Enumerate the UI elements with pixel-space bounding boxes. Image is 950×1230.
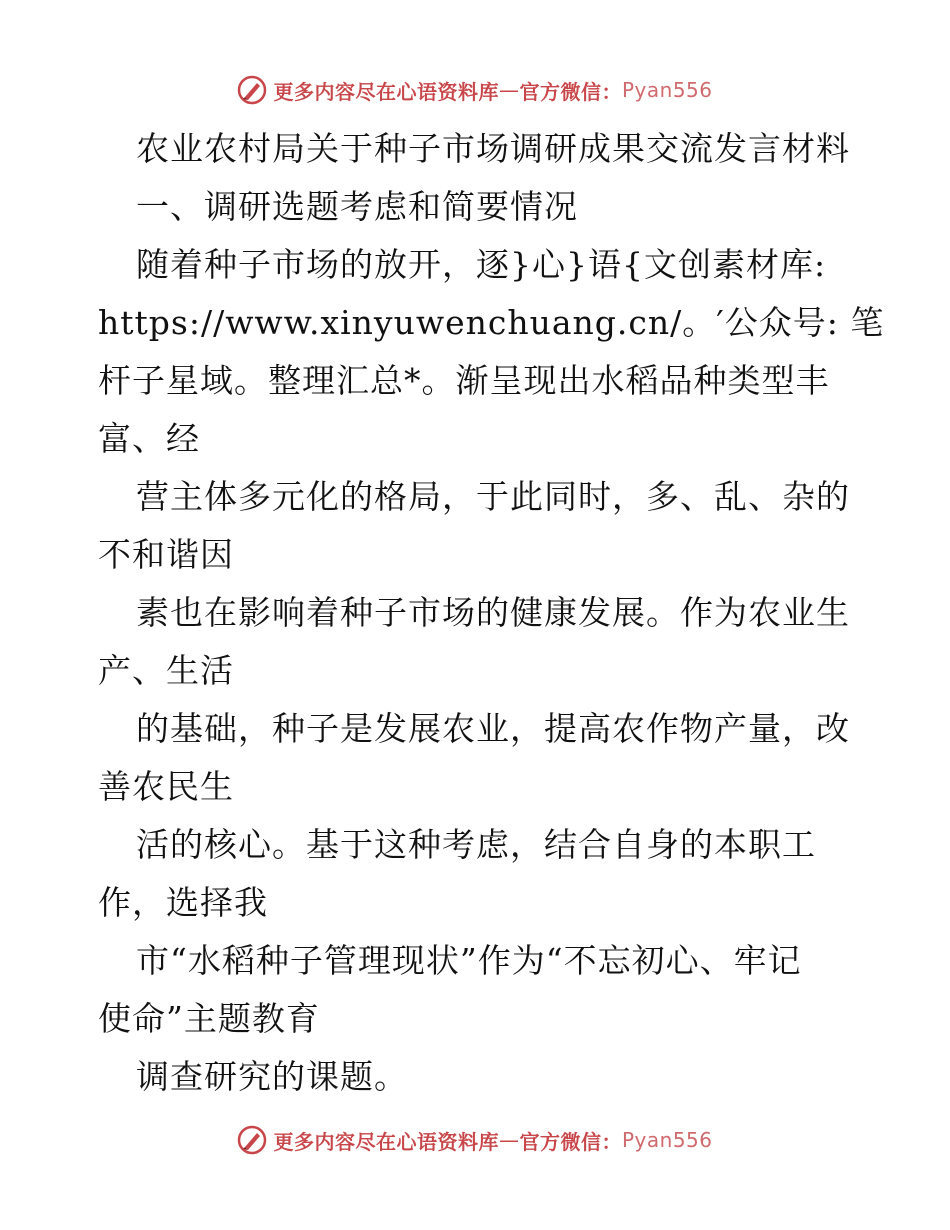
paragraph-line: 营主体多元化的格局，于此同时，多、乱、杂的	[136, 477, 850, 516]
watermark-library-text: 更多内容尽在心语资料库	[273, 1129, 499, 1154]
paragraph-line: 作，选择我	[98, 883, 268, 922]
watermark-library-text: 更多内容尽在心语资料库	[273, 79, 499, 104]
paragraph-line: https://www.xinyuwenchuang.cn/。′公众号: 笔	[98, 303, 885, 342]
paragraph-line: 不和谐因	[98, 535, 234, 574]
watermark-dash: —	[498, 78, 520, 102]
paragraph-line: 活的核心。基于这种考虑，结合自身的本职工	[136, 825, 816, 864]
document-title: 农业农村局关于种子市场调研成果交流发言材料	[136, 129, 850, 168]
paragraph-line: 富、经	[98, 419, 200, 458]
paragraph-line: 产、生活	[98, 651, 234, 690]
watermark-wechat-id: Pyan556	[621, 1128, 713, 1152]
paragraph-line: 的基础，种子是发展农业，提高农作物产量，改	[136, 709, 850, 748]
pen-logo-icon	[237, 75, 267, 105]
watermark-wechat-label: 官方微信：	[519, 1129, 622, 1154]
paragraph-line: 使命”主题教育	[98, 999, 320, 1038]
watermark-wechat-id: Pyan556	[621, 78, 713, 102]
watermark-dash: —	[498, 1128, 520, 1152]
paragraph-line: 调查研究的课题。	[136, 1057, 408, 1096]
watermark-wechat-label: 官方微信：	[519, 79, 622, 104]
paragraph-line: 随着种子市场的放开，逐}心}语{文创素材库:	[136, 245, 827, 284]
section-heading: 一、调研选题考虑和简要情况	[136, 187, 578, 226]
footer-watermark	[0, 1123, 950, 1157]
document-body	[98, 120, 885, 1106]
paragraph-line: 杆子星域。整理汇总*。渐呈现出水稻品种类型丰	[98, 361, 830, 400]
pen-logo-icon	[237, 1125, 267, 1155]
paragraph-line: 市“水稻种子管理现状”作为“不忘初心、牢记	[136, 941, 802, 980]
paragraph-line: 素也在影响着种子市场的健康发展。作为农业生	[136, 593, 850, 632]
paragraph-line: 善农民生	[98, 767, 234, 806]
header-watermark	[0, 73, 950, 107]
